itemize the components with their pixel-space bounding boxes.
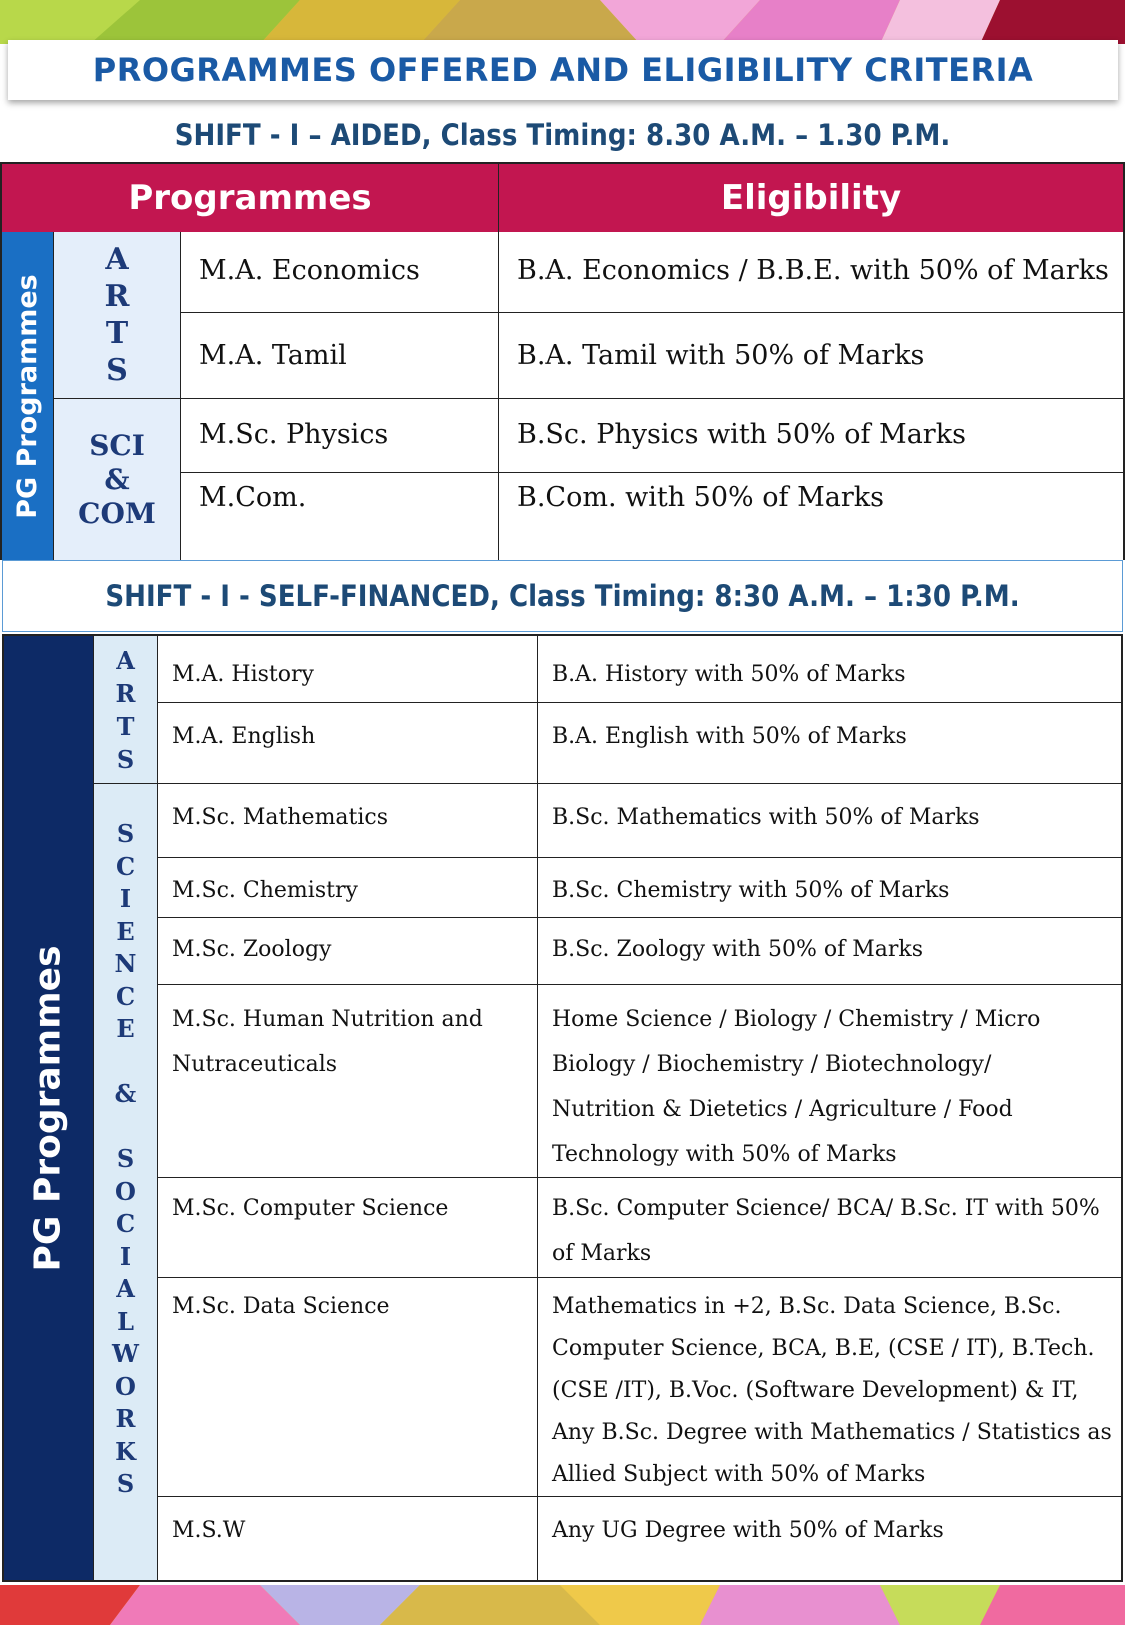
table-row-programme: M.A. Economics — [181, 232, 499, 313]
aided-arts-label — [54, 232, 181, 399]
table-row-programme: M.Sc. Mathematics — [158, 784, 538, 858]
table-row-programme: M.S.W — [158, 1497, 538, 1580]
table-row-programme: M.Sc. Data Science — [158, 1278, 538, 1497]
table-row-programme: M.Com. — [181, 473, 499, 560]
table-row-eligibility: B.Sc. Physics with 50% of Marks — [499, 399, 1123, 473]
header-programmes: Programmes — [2, 164, 499, 232]
table-row-programme: M.Sc. Computer Science — [158, 1178, 538, 1278]
table-row-programme: M.A. Tamil — [181, 313, 499, 399]
table-row-eligibility: B.A. Economics / B.B.E. with 50% of Marks — [499, 232, 1123, 313]
table-row-eligibility: Any UG Degree with 50% of Marks — [552, 1518, 944, 1543]
arts-letter: R — [104, 279, 130, 314]
self-science-social-works-label: S C I E N C E & S O C I A L W O R K S — [94, 784, 158, 1580]
decorative-bottom-banner — [0, 1585, 1125, 1625]
decorative-top-banner — [0, 0, 1125, 44]
title-banner — [8, 40, 1118, 100]
table-row-programme: M.Sc. Human Nutrition and Nutraceuticals — [158, 985, 538, 1178]
table-row-programme: M.A. English — [158, 703, 538, 784]
aided-scicom-label: SCI & COM — [54, 399, 181, 560]
aided-table — [0, 162, 1125, 560]
table-row-eligibility: B.Sc. Chemistry with 50% of Marks — [538, 858, 1121, 918]
table-row-eligibility: Mathematics in +2, B.Sc. Data Science, B.Sc. Computer Science, BCA, B.E, (CSE / IT), B.Tech. (CSE /IT), B.Voc. (Software Development) & IT, Any B.Sc. Degree with Mathematics / Statistics as Allied Subject with 50% of Marks — [538, 1278, 1121, 1497]
table-row-programme: M.Sc. Chemistry — [158, 858, 538, 918]
table-row-programme: M.Sc. Zoology — [158, 918, 538, 985]
self-pg-band — [4, 636, 94, 1580]
self-financed-table — [2, 634, 1123, 1582]
table-row-eligibility: B.A. English with 50% of Marks — [538, 703, 1121, 784]
arts-letter: A — [105, 242, 129, 277]
table-row-programme: M.Sc. Physics — [181, 399, 499, 473]
arts-letter: T — [105, 316, 129, 351]
table-row-eligibility: B.Sc. Computer Science/ BCA/ B.Sc. IT with 50% of Marks — [538, 1178, 1121, 1278]
shift-aided-heading: SHIFT - I – AIDED, Class Timing: 8.30 A.M. – 1.30 P.M. — [174, 118, 951, 152]
table-row-eligibility: B.Sc. Mathematics with 50% of Marks — [538, 784, 1121, 858]
table-row-programme: M.A. History — [158, 636, 538, 703]
self-arts-label: A R T S — [94, 636, 158, 784]
table-row-eligibility: B.A. Tamil with 50% of Marks — [499, 313, 1123, 399]
aided-pg-band — [2, 232, 54, 560]
table-row-eligibility: B.A. History with 50% of Marks — [538, 636, 1121, 703]
table-row-eligibility: B.Sc. Zoology with 50% of Marks — [538, 918, 1121, 985]
table-row-eligibility: B.Com. with 50% of Marks — [517, 482, 884, 513]
self-pg-band-label: PG Programmes — [28, 944, 69, 1272]
header-eligibility: Eligibility — [499, 164, 1123, 232]
arts-letter: S — [106, 353, 128, 388]
shift-self-financed-heading: SHIFT - I - SELF-FINANCED, Class Timing: 8:30 A.M. – 1:30 P.M. — [2, 560, 1123, 632]
table-row-eligibility: Home Science / Biology / Chemistry / Micro Biology / Biochemistry / Biotechnology/ Nutrition & Dietetics / Agriculture / Food Technology with 50% of Marks — [538, 985, 1121, 1178]
aided-pg-band-label: PG Programmes — [12, 273, 43, 519]
page-title: PROGRAMMES OFFERED AND ELIGIBILITY CRITERIA — [92, 51, 1034, 89]
